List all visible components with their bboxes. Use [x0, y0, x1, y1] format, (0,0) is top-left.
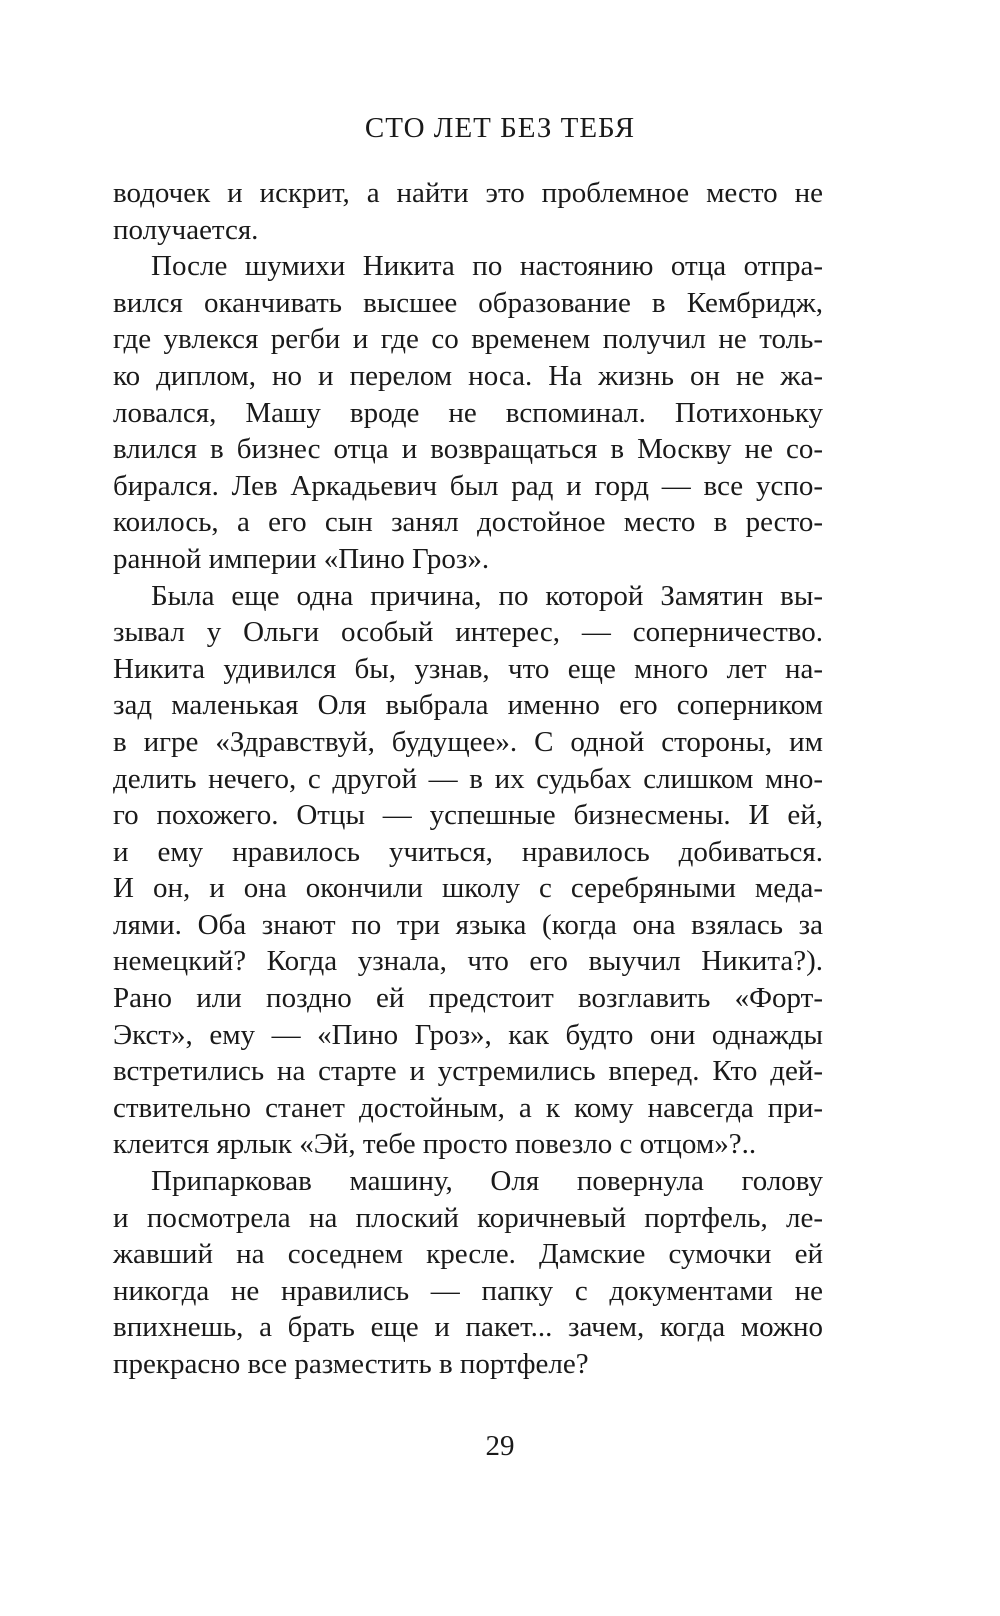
running-head: СТО ЛЕТ БЕЗ ТЕБЯ: [364, 112, 636, 144]
text-line: После шумихи Никита по настоянию отца отпра-: [151, 250, 823, 283]
text-line: И он, и она окончили школу с серебряными меда-: [113, 872, 823, 905]
text-line: Экст», ему — «Пино Гроз», как будто они однажды: [113, 1018, 823, 1051]
text-line: жавший на соседнем кресле. Дамские сумочки ей: [113, 1238, 823, 1271]
text-line: Была еще одна причина, по которой Замятин вы-: [151, 579, 823, 612]
text-line: встретились на старте и устремились вперед. Кто дей-: [113, 1055, 823, 1088]
text-line: ловался, Машу вроде не вспоминал. Потихоньку: [113, 396, 823, 429]
text-line: клеится ярлык «Эй, тебе просто повезло с отцом»?..: [113, 1128, 757, 1161]
text-line: ствительно станет достойным, а к кому навсегда при-: [113, 1091, 823, 1124]
text-line: зывал у Ольги особый интерес, — соперничество.: [113, 616, 823, 649]
paragraph: [113, 578, 823, 1164]
text-line: вился оканчивать высшее образование в Кембридж,: [113, 286, 823, 319]
text-line: водочек и искрит, а найти это проблемное место не: [113, 177, 823, 209]
paragraph: [113, 1163, 823, 1383]
paragraph: [113, 175, 823, 248]
body-text: [113, 175, 823, 1383]
text-line: немецкий? Когда узнала, что его выучил Никита?).: [113, 945, 823, 978]
text-line: делить нечего, с другой — в их судьбах слишком мно-: [113, 762, 823, 795]
text-line: где увлекся регби и где со временем получил не толь-: [113, 323, 823, 356]
text-line: прекрасно все разместить в портфеле?: [113, 1348, 589, 1380]
text-line: никогда не нравились — папку с документами не: [113, 1274, 823, 1307]
text-line: ко диплом, но и перелом носа. На жизнь он не жа-: [113, 359, 823, 392]
text-line: в игре «Здравствуй, будущее». С одной стороны, им: [113, 725, 823, 758]
text-line: и посмотрела на плоский коричневый портфель, ле-: [113, 1201, 823, 1234]
text-line: коилось, а его сын занял достойное место в ресто-: [113, 506, 823, 539]
text-line: го похожего. Отцы — успешные бизнесмены. И ей,: [113, 799, 823, 832]
text-line: лями. Оба знают по три языка (когда она взялась за: [113, 908, 823, 941]
text-line: ранной империи «Пино Гроз».: [113, 542, 490, 575]
paragraph: [113, 248, 823, 577]
text-line: Рано или поздно ей предстоит возглавить «Форт-: [113, 982, 823, 1015]
text-line: и ему нравилось учиться, нравилось добиваться.: [113, 835, 823, 868]
text-line: Припарковав машину, Оля повернула голову: [151, 1165, 823, 1198]
text-line: Никита удивился бы, узнав, что еще много лет на-: [113, 652, 823, 685]
text-line: впихнешь, а брать еще и пакет... зачем, когда можно: [113, 1311, 823, 1344]
text-line: зад маленькая Оля выбрала именно его соперником: [113, 689, 823, 722]
page-number: 29: [485, 1430, 515, 1462]
text-line: влился в бизнес отца и возвращаться в Москву не со-: [113, 433, 823, 466]
text-line: получается.: [113, 213, 259, 246]
text-line: бирался. Лев Аркадьевич был рад и горд — все успо-: [113, 469, 823, 502]
